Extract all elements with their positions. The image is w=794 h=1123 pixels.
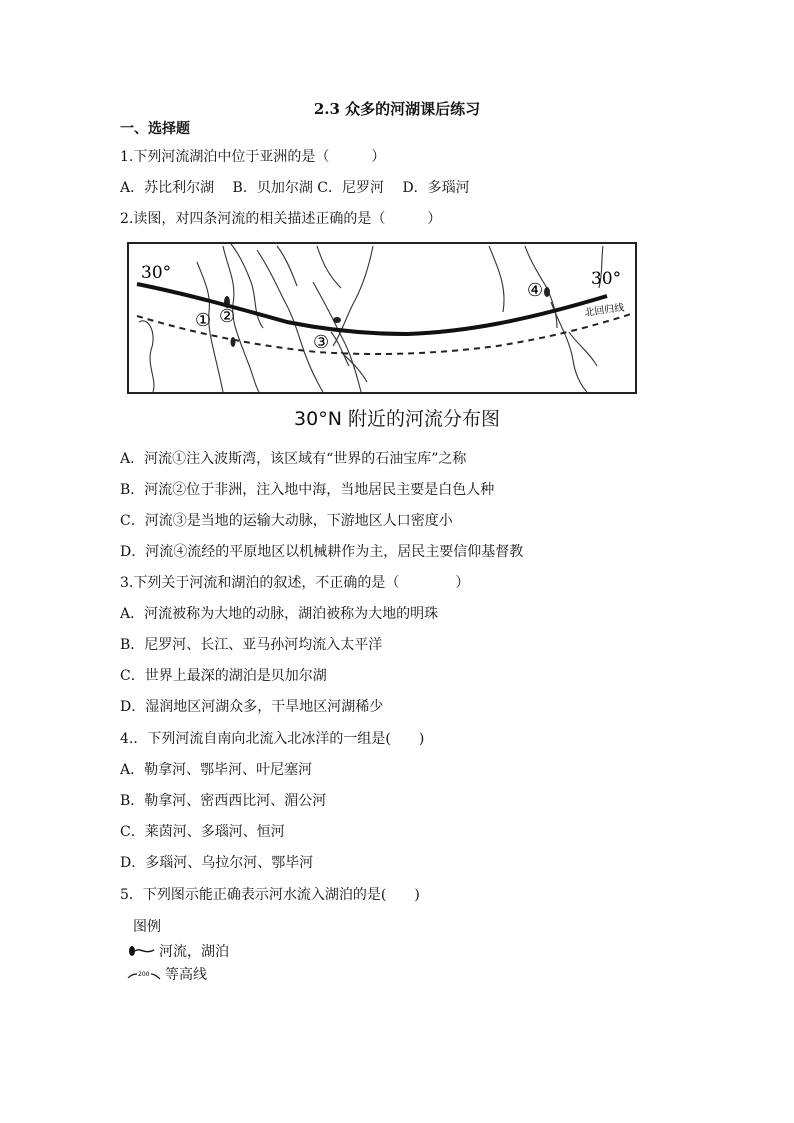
contour-line-icon [127, 967, 161, 981]
question-4-option-a: A．勒拿河、鄂毕河、叶尼塞河 [120, 762, 313, 778]
tropic-label: 北回归线 [583, 302, 626, 319]
question-3-option-d: D．湿润地区河湖众多，干旱地区河湖稀少 [120, 699, 384, 715]
question-2-option-c: C．河流③是当地的运输大动脉，下游地区人口密度小 [120, 513, 453, 529]
right-latitude-label: 30° [591, 269, 622, 289]
question-2-option-b: B．河流②位于非洲，注入地中海，当地居民主要是白色人种 [120, 482, 495, 498]
question-3-option-c: C．世界上最深的湖泊是贝加尔湖 [120, 668, 327, 684]
river-marker-1: ① [195, 310, 212, 331]
river-marker-2: ② [219, 306, 236, 327]
legend-row-river [127, 941, 229, 961]
question-4-option-d: D．多瑙河、乌拉尔河、鄂毕河 [120, 855, 314, 871]
question-2-stem: 2.读图，对四条河流的相关描述正确的是（ ） [120, 211, 442, 227]
question-1-stem: 1.下列河流湖泊中位于亚洲的是（ ） [120, 149, 386, 165]
legend-title: 图例 [133, 919, 161, 935]
question-4-option-b: B．勒拿河、密西西比河、湄公河 [120, 793, 327, 809]
left-latitude-label: 30° [141, 263, 172, 283]
river-lake-icon [127, 944, 155, 958]
question-3-option-b: B．尼罗河、长江、亚马孙河均流入太平洋 [120, 637, 383, 653]
legend-river-label: 河流，湖泊 [159, 944, 229, 960]
section-heading: 一、选择题 [120, 121, 190, 137]
question-3-option-a: A．河流被称为大地的动脉，湖泊被称为大地的明珠 [120, 606, 439, 622]
question-3-stem: 3.下列关于河流和湖泊的叙述，不正确的是（ ） [120, 575, 470, 591]
question-4-stem: 4.．下列河流自南向北流入北冰洋的一组是( ) [120, 731, 425, 747]
question-1-options: A．苏比利尔湖 B．贝加尔湖 C．尼罗河 D．多瑙河 [120, 180, 470, 196]
page-title: 2.3 众多的河湖课后练习 [313, 100, 481, 118]
legend-contour-label: 等高线 [165, 967, 207, 983]
question-4-option-c: C．莱茵河、多瑙河、恒河 [120, 824, 285, 840]
question-5-stem: 5．下列图示能正确表示河水流入湖泊的是( ) [120, 887, 420, 903]
river-marker-4: ④ [527, 280, 544, 301]
river-marker-3: ③ [313, 332, 330, 353]
question-2-option-d: D．河流④流经的平原地区以机械耕作为主，居民主要信仰基督教 [120, 544, 524, 560]
river-distribution-map [127, 242, 637, 394]
contour-value-label: 200 [138, 971, 150, 978]
legend-row-contour [127, 964, 207, 984]
question-2-option-a: A．河流①注入波斯湾，该区域有“世界的石油宝库”之称 [120, 451, 467, 467]
map-caption: 30°N 附近的河流分布图 [294, 408, 500, 430]
